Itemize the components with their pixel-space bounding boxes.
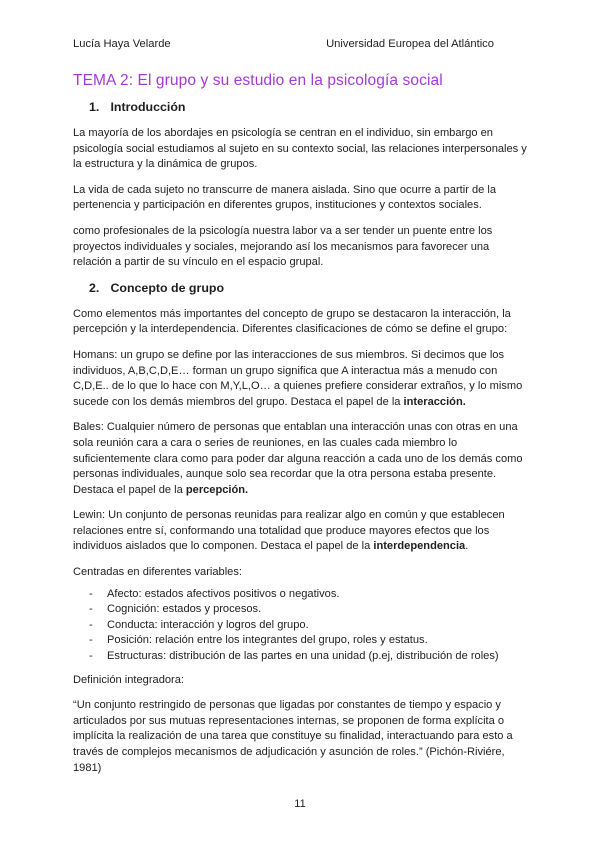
variables-intro: Centradas en diferentes variables: (73, 566, 242, 579)
section-title: Concepto de grupo (110, 280, 225, 295)
list-dash: - (89, 603, 93, 616)
definition-quote: “Un conjunto restringido de personas que ligadas por constantes de tiempo y espacio y articulados por sus mutuas representaciones internas, se proponen de forma explícita o implícita la realización de una tarea que constituye su finalidad, interactuando para esto a través de complejos mecanismos de adjudicación y asunción de roles.” (Pichón-Riviére, 1981) (73, 699, 513, 774)
list-dash: - (89, 587, 93, 600)
lewin-emphasis: interdependencia (373, 540, 466, 553)
lewin-period: . (465, 540, 469, 553)
paragraph: como profesionales de la psicología nuestra labor va a ser tender un puente entre los proyectos individuales y sociales, mejorando así los mecanismos para favorecer una relación a partir de su vínculo en el espacio grupal. (73, 224, 493, 269)
paragraph: La vida de cada sujeto no transcurre de manera aislada. Sino que ocurre a partir de la pertenencia y participación en diferentes grupos, instituciones y contextos sociales. (73, 183, 497, 212)
list-item: - Conducta: interacción y logros del grupo. (73, 618, 529, 634)
lewin-text: Lewin: Un conjunto de personas reunidas para realizar algo en común y que establecen relaciones entre sí, conformando una totalidad que produce mayores efectos que los individuos aislados que lo componen. Destaca el papel de la (73, 509, 505, 553)
page-number: 11 (294, 798, 306, 810)
section-title: Introducción (110, 100, 186, 114)
list-item: - Estructuras: distribución de las partes en una unidad (p.ej, distribución de roles) (73, 649, 529, 665)
page-content (73, 72, 529, 786)
section-number: 1. (89, 100, 100, 114)
header-university: Universidad Europea del Atlántico (326, 38, 494, 50)
bales-text: Bales: Cualquier número de personas que entablan una interacción unas con otras en una sola reunión cara a cara o series de reuniones, en las cuales cada miembro lo suficientemente clara como para poder dar alguna reacción a cada uno de los demás como personas individuales, aunque solo sea recordar que la otra persona estaba presente. Destaca el papel de la (73, 421, 523, 496)
paragraph-intro: Como elementos más importantes del concepto de grupo se destacaron la interacción, la percepción y la interdependencia. Diferentes clasificaciones de cómo se define el grupo: (73, 307, 511, 336)
list-dash: - (89, 634, 93, 647)
list-dash: - (89, 650, 93, 663)
definition-label: Definición integradora: (73, 673, 185, 686)
page-title: TEMA 2: El grupo y su estudio en la psicología social (73, 72, 443, 89)
homans-text: Homans: un grupo se define por las interacciones de sus miembros. Si decimos que los individuos, A,B,C,D,E… forman un grupo significa que A interactua más a menudo con C,D,E.. de lo que lo hace con M,Y,L,O… a quienes prefiere considerar extraños, y lo mismo sucede con los demás miembros del grupo. Destaca el papel de la (73, 348, 523, 408)
homans-emphasis: interacción. (403, 395, 466, 408)
variables-list (73, 587, 529, 665)
list-dash: - (89, 618, 93, 631)
list-item: - Cognición: estados y procesos. (73, 602, 529, 618)
paragraph-lewin (73, 508, 529, 555)
list-item: - Posición: relación entre los integrantes del grupo, roles y estatus. (73, 633, 529, 649)
section-heading-concepto (89, 281, 529, 295)
section-number: 2. (89, 280, 100, 295)
bales-emphasis: percepción. (185, 483, 249, 496)
section-heading-introduccion (89, 100, 529, 114)
paragraph-bales (73, 420, 529, 498)
paragraph-homans (73, 348, 529, 410)
paragraph: La mayoría de los abordajes en psicología se centran en el individuo, sin embargo en psicología social estudiamos al sujeto en su contexto social, las relaciones interpersonales y la estructura y la dinámica de grupos. (73, 127, 527, 171)
list-item: - Afecto: estados afectivos positivos o negativos. (73, 587, 529, 603)
header-author: Lucía Haya Velarde (73, 38, 171, 50)
